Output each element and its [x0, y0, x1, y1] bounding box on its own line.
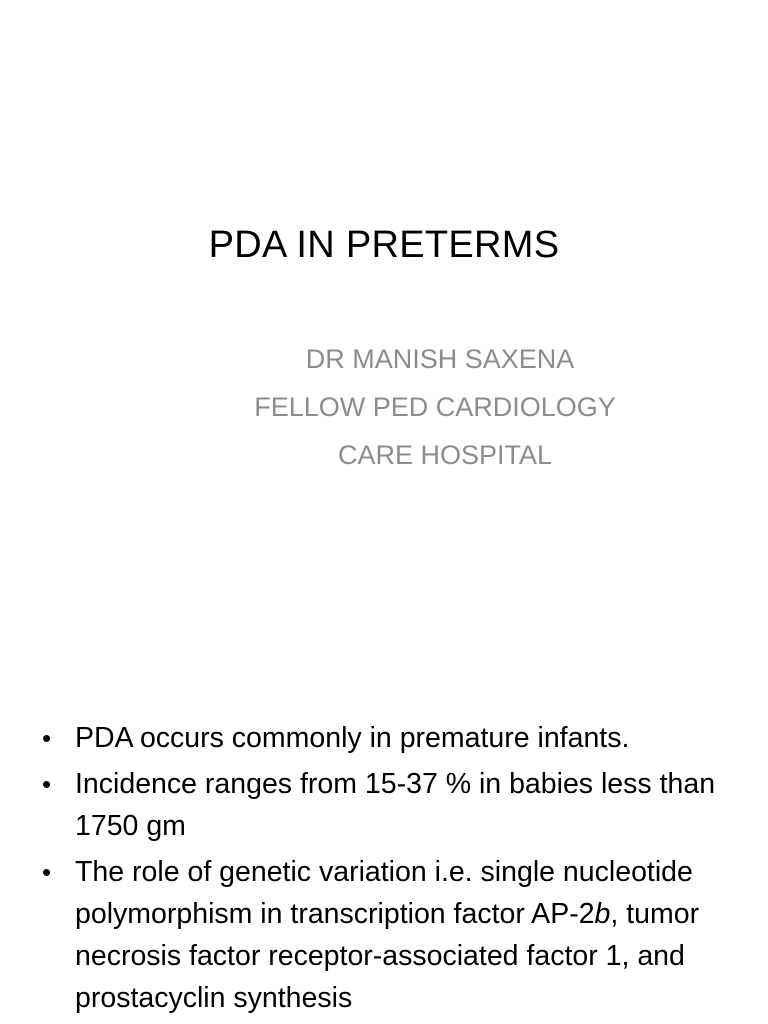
subtitle-block	[230, 335, 640, 479]
bullet-text-part: The role of genetic variation i.e. single nucleotide polymorphism in transcription factor AP-2	[75, 856, 693, 930]
bullet-list	[42, 717, 732, 1023]
bullet-text: PDA occurs commonly in premature infants.	[75, 722, 630, 754]
slide-title: PDA IN PRETERMS	[208, 224, 560, 266]
bullet-item	[42, 717, 732, 759]
bullet-item	[42, 851, 732, 1019]
bullet-text-italic: b	[594, 898, 611, 930]
author-position: FELLOW PED CARDIOLOGY	[254, 392, 616, 422]
bullet-item	[42, 763, 732, 847]
bullet-text	[75, 851, 732, 1019]
bullet-icon: •	[42, 723, 52, 753]
bullet-icon: •	[42, 857, 52, 887]
bullet-text-part: , tumor necrosis factor receptor-associated factor 1, and prostacyclin synthesis	[75, 898, 700, 1014]
bullet-text: Incidence ranges from 15-37 % in babies less than 1750 gm	[75, 768, 716, 842]
bullet-icon: •	[42, 769, 52, 799]
author-name: DR MANISH SAXENA	[305, 344, 575, 374]
author-institution: CARE HOSPITAL	[337, 440, 553, 470]
